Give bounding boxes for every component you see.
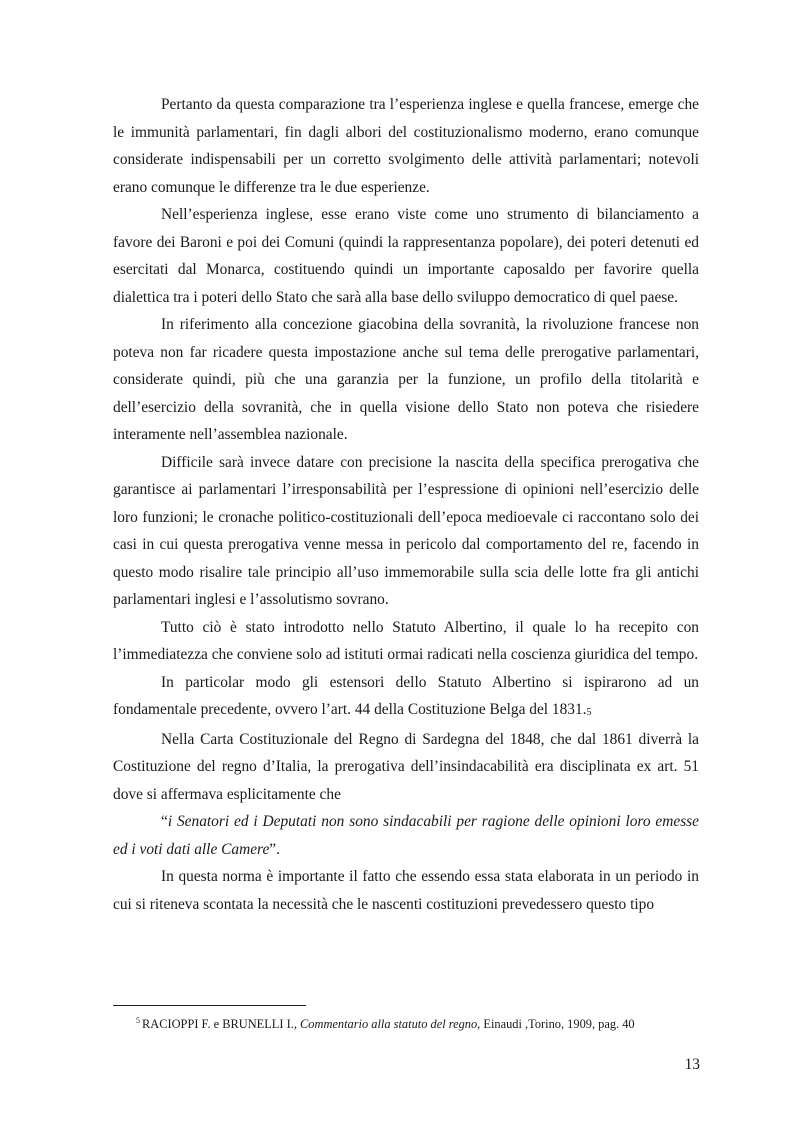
page-number: 13 xyxy=(684,1056,700,1073)
footnote-reference[interactable]: 5 xyxy=(586,707,592,718)
paragraph-7: Nella Carta Costituzionale del Regno di Sardegna del 1848, che dal 1861 diverrà la Costituzione del regno d’Italia, la prerogativa dell’insindacabilità era disciplinata ex art. 51 dove si affermava esplicitamente che xyxy=(113,730,699,803)
paragraph-2: Nell’esperienza inglese, esse erano viste come uno strumento di bilanciamento a favore dei Baroni e poi dei Comuni (quindi la rappresentanza popolare), dei poteri detenuti ed esercitati dal Monarca, costituendo quindi un importante caposaldo per favorire quella dialettica tra i poteri dello Stato che sarà alla base dello sviluppo democratico di quel paese. xyxy=(113,206,699,306)
footnote-publisher: Einaudi ,Torino, 1909, pag. 40 xyxy=(483,1017,635,1032)
footnote-mark: 5 xyxy=(136,1016,140,1025)
footnote-author: RACIOPPI F. e BRUNELLI I., xyxy=(142,1017,297,1032)
footnote-title: Commentario alla statuto del regno, xyxy=(300,1017,481,1032)
paragraph-1: Pertanto da questa comparazione tra l’esperienza inglese e quella francese, emerge che le immunità parlamentari, fin dagli albori del costituzionalismo moderno, erano comunque considerate indispensabili per un corretto svolgimento delle attività parlamentari; notevoli erano comunque le differenze tra le due esperienze. xyxy=(113,96,699,196)
footnote-separator xyxy=(113,1005,306,1006)
paragraph-5: Tutto ciò è stato introdotto nello Statuto Albertino, il quale lo ha recepito con l’immediatezza che conviene solo ad istituti ormai radicati nella coscienza giuridica del tempo. xyxy=(113,618,699,663)
paragraph-6 xyxy=(113,669,699,726)
paragraph-6-text: In particolar modo gli estensori dello Statuto Albertino si ispirarono ad un fondamentale precedente, ovvero l’art. 44 della Costituzione Belga del 1831. xyxy=(113,673,699,718)
paragraph-3: In riferimento alla concezione giacobina della sovranità, la rivoluzione francese non poteva non far ricadere questa impostazione anche sul tema delle prerogative parlamentari, considerate quindi, più che una garanzia per la funzione, un profilo della titolarità e dell’esercizio della sovranità, che in quella visione dello Stato non poteva che risiedere interamente nell’assemblea nazionale. xyxy=(113,316,699,443)
quote-open-mark: “ xyxy=(161,813,168,830)
quote-text: i Senatori ed i Deputati non sono sindacabili per ragione delle opinioni loro emesse ed i voti dati alle Camere xyxy=(113,813,699,858)
body-text xyxy=(113,91,699,918)
quote-close-mark: ”. xyxy=(269,840,280,858)
quoted-article xyxy=(113,808,699,863)
paragraph-8: In questa norma è importante il fatto che essendo essa stata elaborata in un periodo in cui si riteneva scontata la necessità che le nascenti costituzioni prevedessero questo tipo xyxy=(113,868,699,913)
footnote xyxy=(136,1013,716,1032)
paragraph-4: Difficile sarà invece datare con precisione la nascita della specifica prerogativa che garantisce ai parlamentari l’irresponsabilità per l’espressione di opinioni nell’esercizio delle loro funzioni; le cronache politico-costituzionali dell’epoca medioevale ci raccontano solo dei casi in cui questa prerogativa venne messa in pericolo dal comportamento del re, facendo in questo modo risalire tale principio all’uso immemorabile sulla scia delle lotte fra gli antichi parlamentari inglesi e l’assolutismo sovrano. xyxy=(113,453,699,608)
